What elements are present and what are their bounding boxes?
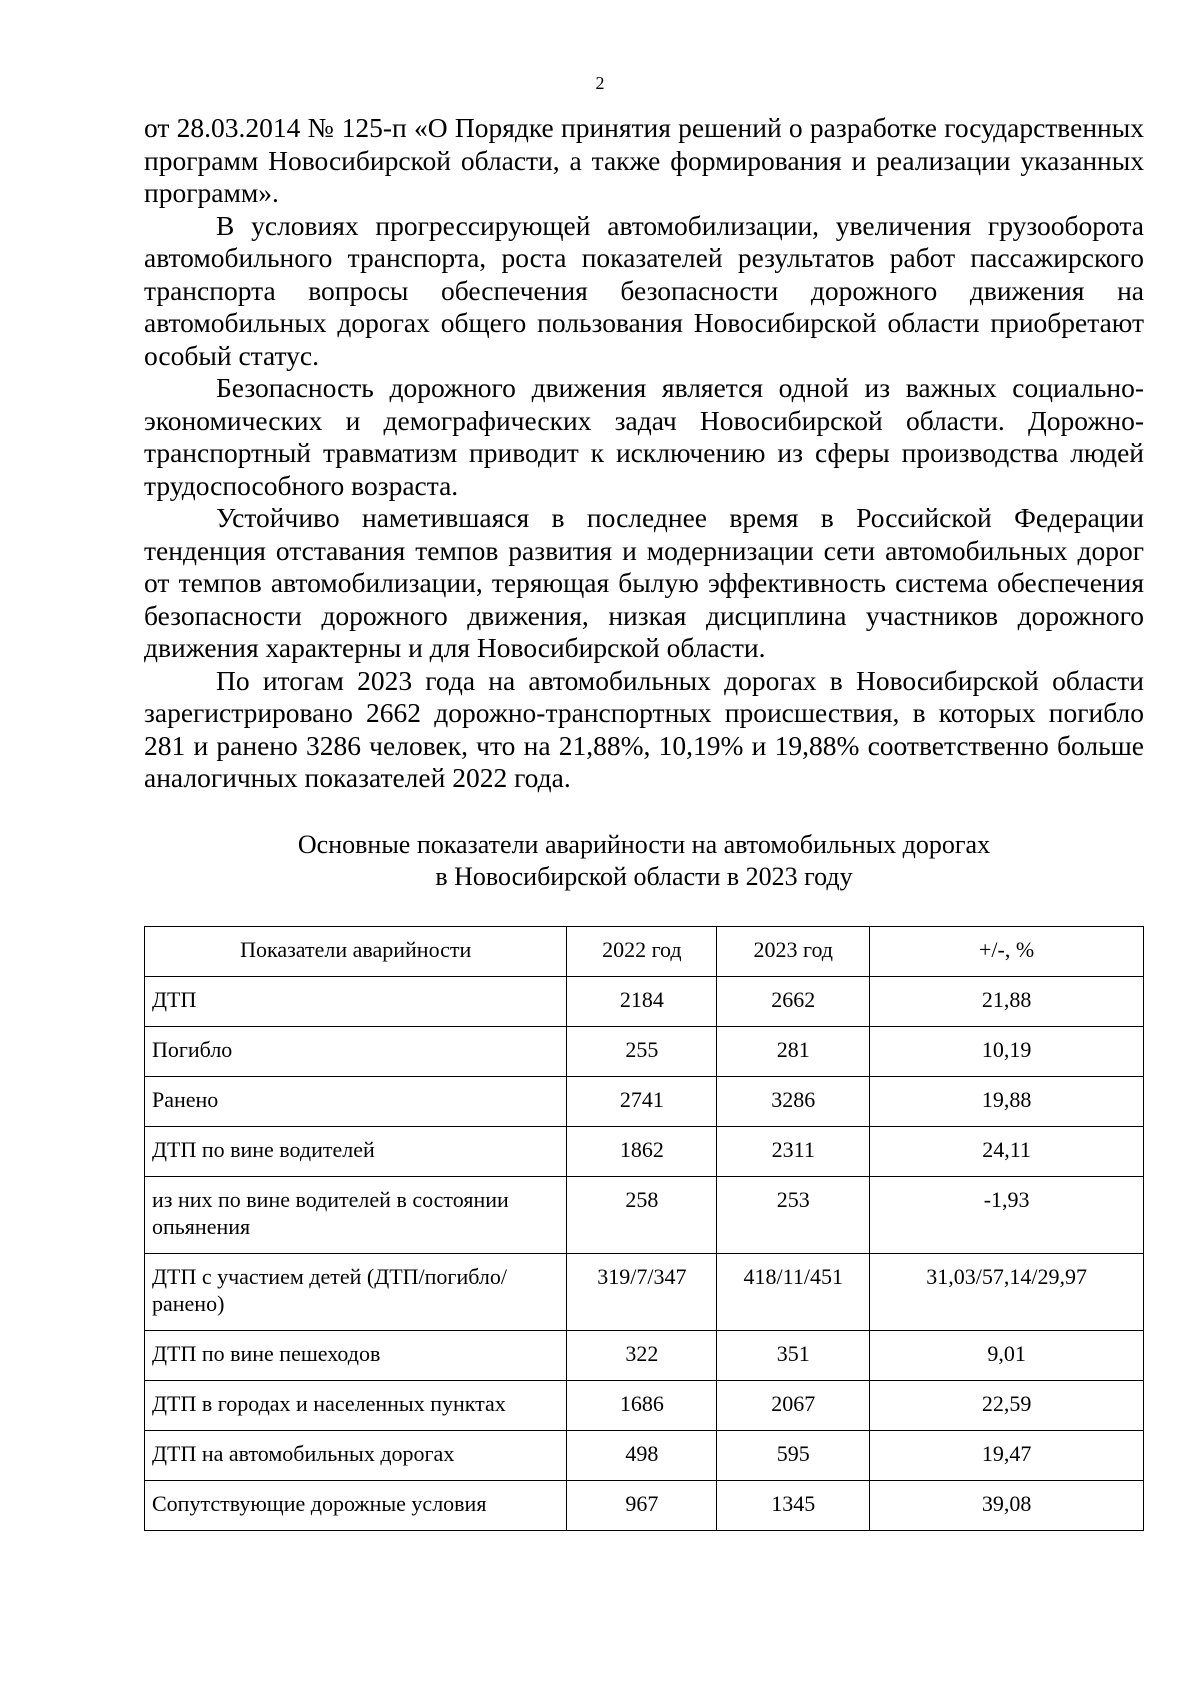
row-label: ДТП на автомобильных дорогах bbox=[145, 1431, 567, 1481]
value-2022: 322 bbox=[567, 1331, 717, 1381]
table-title-line-1: Основные показатели аварийности на автомобильных дорогах bbox=[297, 830, 991, 859]
value-change: 21,88 bbox=[870, 977, 1144, 1027]
value-2023: 3286 bbox=[717, 1077, 870, 1127]
paragraph-1: от 28.03.2014 № 125-п «О Порядке принятия решений о разработке государственных программ Новосибирской области, а также формирования и реализации указанных программ». bbox=[144, 112, 1144, 208]
value-change: 22,59 bbox=[870, 1381, 1144, 1431]
value-2022: 1686 bbox=[567, 1381, 717, 1431]
value-2023: 351 bbox=[717, 1331, 870, 1381]
value-change: 9,01 bbox=[870, 1331, 1144, 1381]
row-label: из них по вине водителей в состоянии опьянения bbox=[145, 1177, 567, 1254]
value-2023: 2067 bbox=[717, 1381, 870, 1431]
row-label: Погибло bbox=[145, 1027, 567, 1077]
value-2023: 595 bbox=[717, 1431, 870, 1481]
row-label: ДТП в городах и населенных пунктах bbox=[145, 1381, 567, 1431]
row-label: Сопутствующие дорожные условия bbox=[145, 1481, 567, 1531]
row-label: Ранено bbox=[145, 1077, 567, 1127]
value-2022: 1862 bbox=[567, 1127, 717, 1177]
value-2023: 281 bbox=[717, 1027, 870, 1077]
table-row bbox=[145, 1331, 1144, 1381]
body-text bbox=[144, 112, 1144, 795]
row-label: ДТП с участием детей (ДТП/погибло/ранено) bbox=[145, 1254, 567, 1331]
value-change: 19,47 bbox=[870, 1431, 1144, 1481]
value-2022: 967 bbox=[567, 1481, 717, 1531]
value-2023: 418/11/451 bbox=[717, 1254, 870, 1331]
row-label: ДТП bbox=[145, 977, 567, 1027]
table-row bbox=[145, 1254, 1144, 1331]
table-title-line-2: в Новосибирской области в 2023 году bbox=[435, 862, 853, 891]
header-indicator: Показатели аварийности bbox=[145, 927, 567, 977]
page-number: 2 bbox=[595, 73, 605, 93]
value-2023: 253 bbox=[717, 1177, 870, 1254]
header-change: +/-, % bbox=[870, 927, 1144, 977]
value-change: 31,03/57,14/29,97 bbox=[870, 1254, 1144, 1331]
value-2022: 498 bbox=[567, 1431, 717, 1481]
table-row bbox=[145, 1077, 1144, 1127]
paragraph-3: Безопасность дорожного движения является одной из важных социально-экономических и демографических задач Новосибирской области. Дорожно-транспортный травматизм приводит к исключению из сферы производства людей трудоспособного возраста. bbox=[144, 372, 1144, 501]
table-row bbox=[145, 1177, 1144, 1254]
table-row bbox=[145, 1481, 1144, 1531]
paragraph-2: В условиях прогрессирующей автомобилизации, увеличения грузооборота автомобильного транспорта, роста показателей результатов работ пассажирского транспорта вопросы обеспечения безопасности дорожного движения на автомобильных дорогах общего пользования Новосибирской области приобретают особый статус. bbox=[144, 209, 1144, 371]
value-change: 19,88 bbox=[870, 1077, 1144, 1127]
table-row bbox=[145, 1027, 1144, 1077]
table-row bbox=[145, 1127, 1144, 1177]
value-2023: 1345 bbox=[717, 1481, 870, 1531]
paragraph-5: По итогам 2023 года на автомобильных дорогах в Новосибирской области зарегистрировано 2662 дорожно-транспортных происшествия, в которых погибло 281 и ранено 3286 человек, что на 21,88%, 10,19% и 19,88% соответственно больше аналогичных показателей 2022 года. bbox=[144, 664, 1144, 793]
value-2022: 258 bbox=[567, 1177, 717, 1254]
accident-stats-table bbox=[144, 926, 1144, 1531]
value-change: 10,19 bbox=[870, 1027, 1144, 1077]
header-2023: 2023 год bbox=[717, 927, 870, 977]
header-2022: 2022 год bbox=[567, 927, 717, 977]
table-row bbox=[145, 1381, 1144, 1431]
paragraph-4: Устойчиво наметившаяся в последнее время в Российской Федерации тенденция отставания темпов развития и модернизации сети автомобильных дорог от темпов автомобилизации, теряющая былую эффективность система обеспечения безопасности дорожного движения, низкая дисциплина участников дорожного движения характерны и для Новосибирской области. bbox=[144, 502, 1144, 663]
table-row bbox=[145, 977, 1144, 1027]
row-label: ДТП по вине пешеходов bbox=[145, 1331, 567, 1381]
value-2022: 2184 bbox=[567, 977, 717, 1027]
value-2023: 2311 bbox=[717, 1127, 870, 1177]
value-2023: 2662 bbox=[717, 977, 870, 1027]
value-change: 24,11 bbox=[870, 1127, 1144, 1177]
table-header-row bbox=[145, 927, 1144, 977]
row-label: ДТП по вине водителей bbox=[145, 1127, 567, 1177]
value-change: 39,08 bbox=[870, 1481, 1144, 1531]
value-2022: 319/7/347 bbox=[567, 1254, 717, 1331]
table-row bbox=[145, 1431, 1144, 1481]
value-change: -1,93 bbox=[870, 1177, 1144, 1254]
table-title bbox=[144, 829, 1144, 893]
value-2022: 2741 bbox=[567, 1077, 717, 1127]
value-2022: 255 bbox=[567, 1027, 717, 1077]
